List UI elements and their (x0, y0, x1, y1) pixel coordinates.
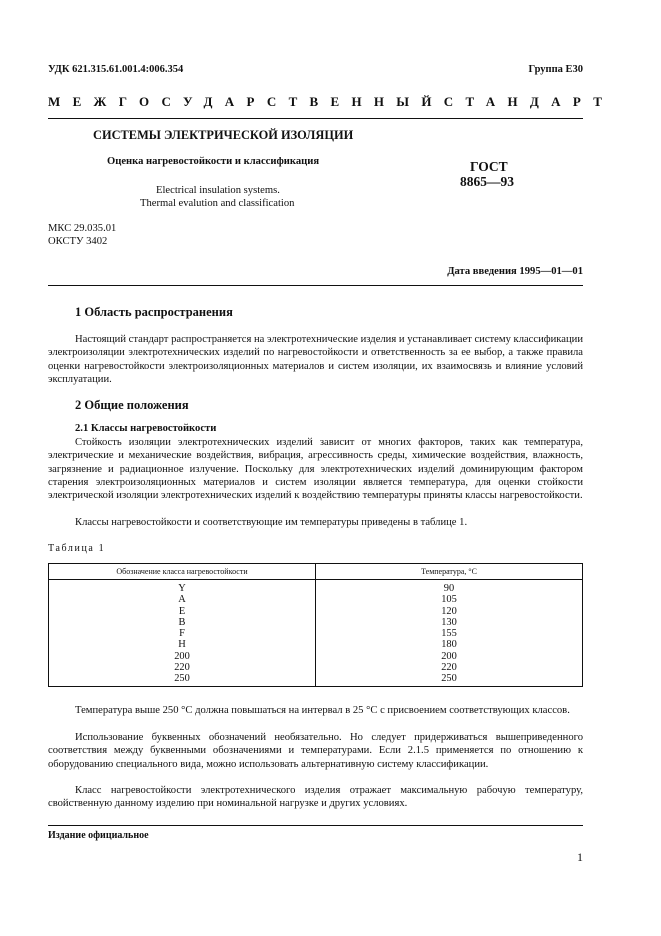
class-cell: H (49, 639, 316, 650)
class-cell: 250 (49, 673, 316, 686)
gost-label: ГОСТ (470, 159, 508, 174)
temperature-cell: 155 (316, 628, 583, 639)
gost-number: 8865—93 (460, 174, 514, 189)
section2-paragraph2 (48, 516, 583, 529)
banner-word-2: СТАНДАРТ (443, 94, 615, 109)
edition-label: Издание официальное (48, 830, 149, 841)
after-table-paragraph3-text: Класс нагревостойкости электротехнического изделия отражает максимальную рабочую температуру, свойственную данному изделию при номинальной нагрузке и других условиях. (48, 785, 583, 810)
temperature-cell: 105 (316, 594, 583, 605)
table-header-class: Обозначение класса нагревостойкости (49, 564, 316, 580)
table-row (49, 651, 583, 662)
class-cell: E (49, 606, 316, 617)
effective-date: Дата введения 1995—01—01 (447, 266, 583, 277)
standard-banner (48, 94, 615, 110)
temperature-cell: 220 (316, 662, 583, 673)
table-row (49, 662, 583, 673)
temperature-cell: 180 (316, 639, 583, 650)
class-cell: 200 (49, 651, 316, 662)
after-table-paragraph1-text: Температура выше 250 °С должна повышаться на интервал в 25 °С с присвоением соответствующих классов. (75, 705, 570, 716)
group-code: Группа Е30 (528, 64, 583, 75)
table-row (49, 628, 583, 639)
table-row (49, 673, 583, 686)
table-row (49, 617, 583, 628)
title-rule (48, 285, 583, 286)
header-rule (48, 118, 583, 119)
temperature-cell: 90 (316, 580, 583, 595)
title-english-line1: Electrical insulation systems. (156, 185, 280, 196)
subsection-2-1-heading: 2.1 Классы нагревостойкости (75, 423, 217, 434)
class-cell: A (49, 594, 316, 605)
after-table-paragraph2-text: Использование буквенных обозначений необязательно. Но следует придерживаться вышеприведенного соответствия между буквенными обозначениями и температурами. Если 2.1.5 применяется по отношению к оборудованию специального вида, можно использовать альтернативную систему классификации. (48, 732, 583, 770)
mks-code: МКС 29.035.01 (48, 223, 117, 234)
table-row (49, 606, 583, 617)
document-subtitle: Оценка нагревостойкости и классификация (107, 156, 320, 167)
section1-heading: 1 Область распространения (75, 305, 233, 319)
temperature-cell: 130 (316, 617, 583, 628)
class-cell: Y (49, 580, 316, 595)
class-cell: 220 (49, 662, 316, 673)
banner-word-1: МЕЖГОСУДАРСТВЕННЫЙ (48, 94, 444, 109)
table1-caption: Таблица 1 (48, 543, 106, 554)
after-table-paragraph1 (48, 704, 583, 717)
section2-heading: 2 Общие положения (75, 398, 189, 412)
table-body (49, 580, 583, 687)
table-row (49, 594, 583, 605)
section1-paragraph (48, 333, 583, 386)
temperature-cell: 250 (316, 673, 583, 686)
title-english-line2: Thermal evalution and classification (140, 198, 295, 209)
temperature-cell: 120 (316, 606, 583, 617)
udk-code: УДК 621.315.61.001.4:006.354 (48, 64, 184, 75)
table-row (49, 580, 583, 595)
class-cell: F (49, 628, 316, 639)
temperature-cell: 200 (316, 651, 583, 662)
section2-paragraph1 (48, 436, 583, 502)
section2-paragraph1-text: Стойкость изоляции электротехнических изделий зависит от многих факторов, таких как температура, электрические и механические воздействия, вибрация, агрессивность среды, химические воздействия, влажность, загрязнение и радиационное излучение. Поскольку для электротехнических изделий доминирующим фактором старения электроизоляционных материалов и систем изоляции является температура, для оценки стойкости электрической изоляции электротехнических изделий к воздействию температуры приняты классы нагревостойкости. (48, 437, 583, 502)
page-number: 1 (577, 850, 583, 864)
after-table-paragraph3 (48, 784, 583, 811)
class-cell: B (49, 617, 316, 628)
document-title: СИСТЕМЫ ЭЛЕКТРИЧЕСКОЙ ИЗОЛЯЦИИ (93, 128, 354, 142)
after-table-paragraph2 (48, 731, 583, 771)
temperature-class-table (48, 563, 583, 687)
table-row (49, 639, 583, 650)
okstu-code: ОКСТУ 3402 (48, 236, 108, 247)
section1-paragraph-text: Настоящий стандарт распространяется на электротехнические изделия и устанавливает систему классификации электроизоляции электротехнических изделий по нагревостойкости и ответственность за ее выбор, а также правила оценки нагревостойкости электроизоляционных материалов и систем изоляции, их взаимосвязь и влияние условий эксплуатации. (48, 334, 583, 385)
table-header-temperature: Температура, °С (316, 564, 583, 580)
footer-rule (48, 825, 583, 826)
section2-paragraph2-text: Классы нагревостойкости и соответствующие им температуры приведены в таблице 1. (75, 517, 468, 528)
